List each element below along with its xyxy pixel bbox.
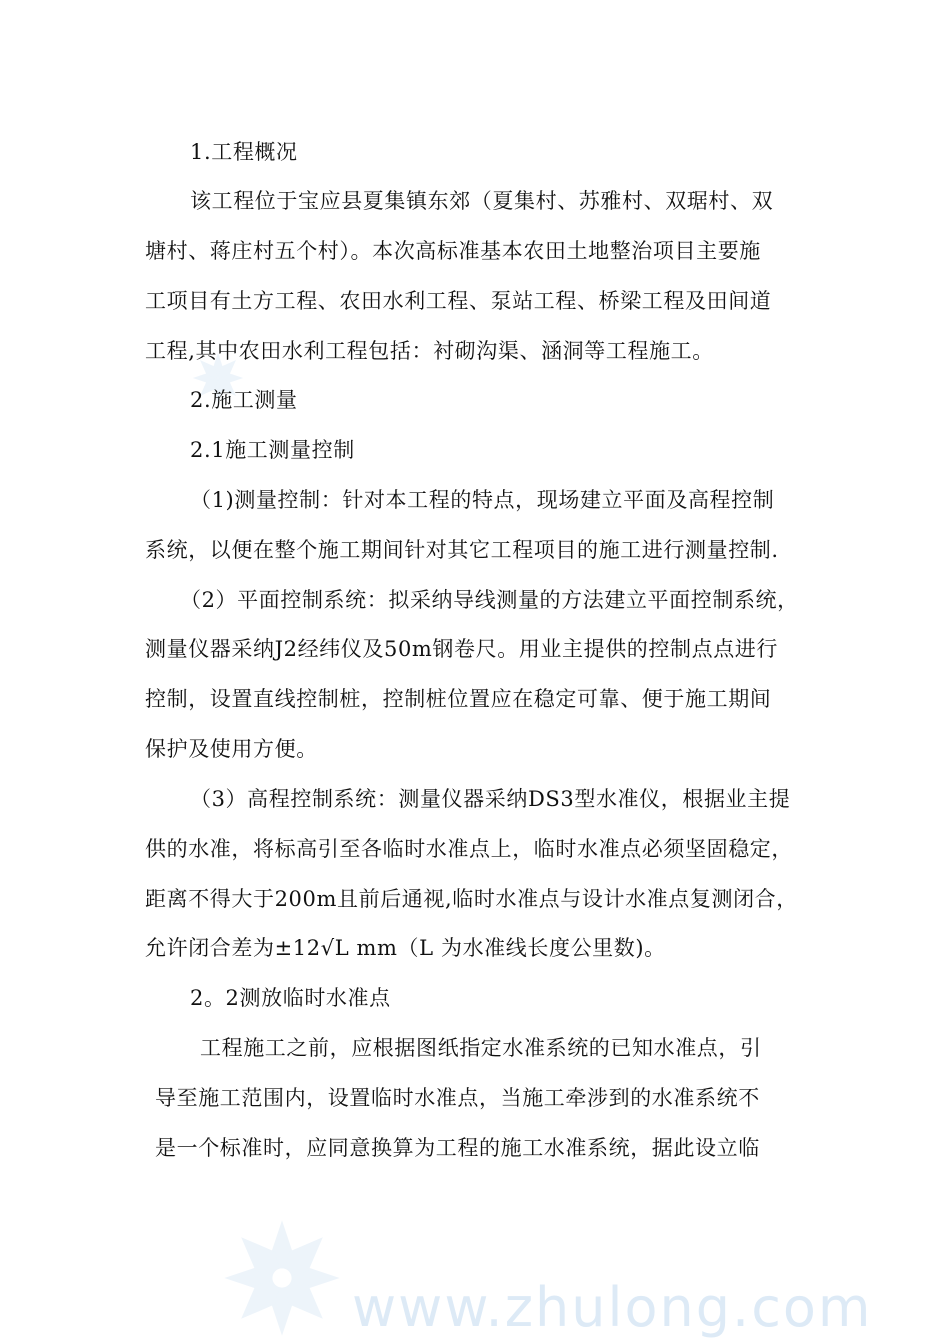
paragraph-line: 是一个标准时，应同意换算为工程的施工水准系统，据此设立临 [155, 1136, 760, 1160]
paragraph-line: 系统，以便在整个施工期间针对其它工程项目的施工进行测量控制. [145, 538, 779, 562]
paragraph-line: 允许闭合差为±12√L mm（L 为水准线长度公里数)。 [145, 936, 666, 960]
section-heading: 2.施工测量 [190, 388, 298, 412]
paragraph-line: 工程,其中农田水利工程包括：衬砌沟渠、涵洞等工程施工。 [145, 339, 714, 363]
paragraph-line: 工程施工之前，应根据图纸指定水准系统的已知水准点，引 [200, 1036, 762, 1060]
paragraph-line: （2）平面控制系统：拟采纳导线测量的方法建立平面控制系统， [180, 588, 799, 612]
paragraph-line: 工项目有土方工程、农田水利工程、泵站工程、桥梁工程及田间道 [145, 289, 772, 313]
paragraph-line: 供的水准，将标高引至各临时水准点上，临时水准点必须坚固稳定， [145, 837, 793, 861]
paragraph-line: 导至施工范围内，设置临时水准点，当施工牵涉到的水准系统不 [155, 1086, 760, 1110]
snowflake-logo-icon [222, 1218, 342, 1338]
paragraph-line: 测量仪器采纳J2经纬仪及50m钢卷尺。用业主提供的控制点点进行 [145, 637, 779, 661]
paragraph-line: 塘村、蒋庄村五个村）。本次高标准基本农田土地整治项目主要施 [145, 239, 761, 263]
subsection-heading: 2。2测放临时水准点 [190, 986, 391, 1010]
paragraph-line: （1)测量控制：针对本工程的特点，现场建立平面及高程控制 [190, 488, 775, 512]
paragraph-line: （3）高程控制系统：测量仪器采纳DS3型水准仪，根据业主提 [190, 787, 791, 811]
paragraph-line: 距离不得大于200m且前后通视,临时水准点与设计水准点复测闭合， [145, 887, 798, 911]
paragraph-line: 控制，设置直线控制桩，控制桩位置应在稳定可靠、便于施工期间 [145, 687, 772, 711]
subsection-heading: 2.1施工测量控制 [190, 438, 355, 462]
paragraph-line: 保护及使用方便。 [145, 737, 318, 761]
section-heading: 1.工程概况 [190, 140, 298, 164]
watermark-text: www.zhulong.com [352, 1276, 873, 1339]
paragraph-line: 该工程位于宝应县夏集镇东郊（夏集村、苏雅村、双琚村、双 [190, 189, 774, 213]
